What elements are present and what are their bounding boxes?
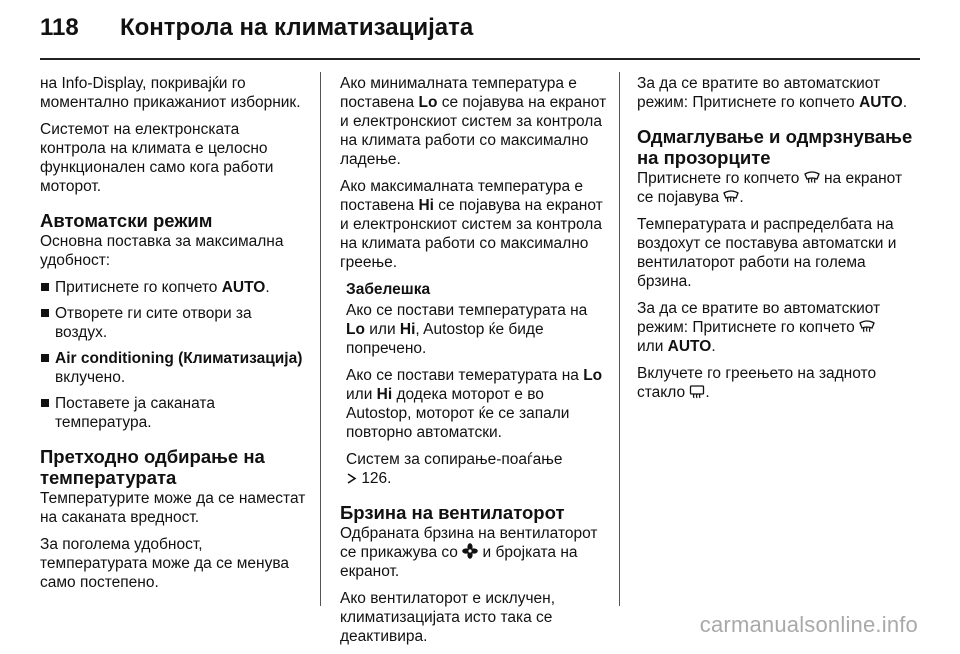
watermark: carmanualsonline.info [699,612,918,637]
paragraph: Притиснете го копчето на екранот се појавува . [637,170,903,206]
list-item: Отворете ги сите отвори за воздух. [40,304,308,342]
column-2 [340,74,610,654]
bullet-list [40,278,308,432]
note-box [340,280,610,488]
auto-label: AUTO [221,279,266,296]
windshield-defrost-icon [859,319,875,334]
auto-label: AUTO [667,338,712,355]
paragraph: За да се вратите во автоматскиот режим: Притиснете го копчето или AUTO. [637,300,881,355]
paragraph: За поголема удобност, температурата може да се менува само постепено. [40,536,290,591]
column-divider-1 [320,72,321,606]
note-paragraph: Ако се постави темературата на Lo или Hi додека моторот е во Autostop, моторот ќе се запали повторно автоматски. [346,367,603,441]
paragraph: на Info-Display, покривајќи го моментално прикажаниот изборник. [40,75,301,111]
note-paragraph: Ако се постави температурата на Lo или Hi, Autostop ќе биде попречено. [346,302,588,357]
column-3 [637,74,922,410]
note-paragraph: Систем за сопирање-поаѓање 126. [346,451,563,487]
auto-label: AUTO [859,94,903,111]
column-1 [40,74,308,600]
paragraph: Вклучете го греењето на задното стакло . [637,365,877,401]
heading-automatic-mode: Автоматски режим [40,210,213,231]
page-reference-link[interactable]: 126. [361,470,392,487]
fan-icon [462,543,478,559]
windshield-defrost-icon [723,189,739,204]
paragraph: Основна поставка за максимална удобност: [40,233,284,269]
rear-window-heat-icon [689,384,705,399]
paragraph: Ако вентилаторот е исклучен, климатизацијата исто така се деактивира. [340,590,556,645]
page-header [40,14,920,50]
heading-temperature-preset: Претходно одбирање на температурата [40,446,265,488]
list-item: Поставете ја саканата температура. [40,394,308,432]
page-reference-arrow-icon [346,472,357,485]
heading-defog-defrost: Одмаглување и одмрзнување на прозорците [637,126,913,168]
column-divider-2 [619,72,620,606]
paragraph: Одбраната брзина на вентилаторот се прикажува со и бројката на екранот. [340,525,598,580]
list-item: Air conditioning (Климатизација) вклучено. [40,349,308,387]
note-title: Забелешка [346,281,431,298]
paragraph: Системот на електронската контрола на климата е целосно функционален само кога работи моторот. [40,121,274,195]
paragraph: Ако минималната температура е поставена Lo се појавува на екранот и електронскиот систем за контрола на климата работи со максимално ладење. [340,75,607,168]
page-title: Контрола на климатизацијата [120,14,474,41]
paragraph: Температурата и распределбата на воздохут се поставува автоматски и вентилаторот работи на голема брзина. [637,216,897,290]
heading-fan-speed: Брзина на вентилаторот [340,502,565,523]
windshield-defrost-icon [804,170,820,185]
paragraph: За да се вратите во автоматскиот режим: Притиснете го копчето AUTO. [637,75,908,111]
page-number: 118 [40,14,79,41]
header-rule [40,58,920,60]
air-conditioning-label: Air conditioning (Климатизација) [55,350,303,367]
paragraph: Ако максималната температура е поставена Hi се појавува на екранот и електронскиот систем за контрола на климата работи со максимално греење. [340,178,603,271]
paragraph: Температурите може да се наместат на саканата вредност. [40,490,306,526]
list-item: Притиснете го копчето AUTO. [40,278,308,297]
